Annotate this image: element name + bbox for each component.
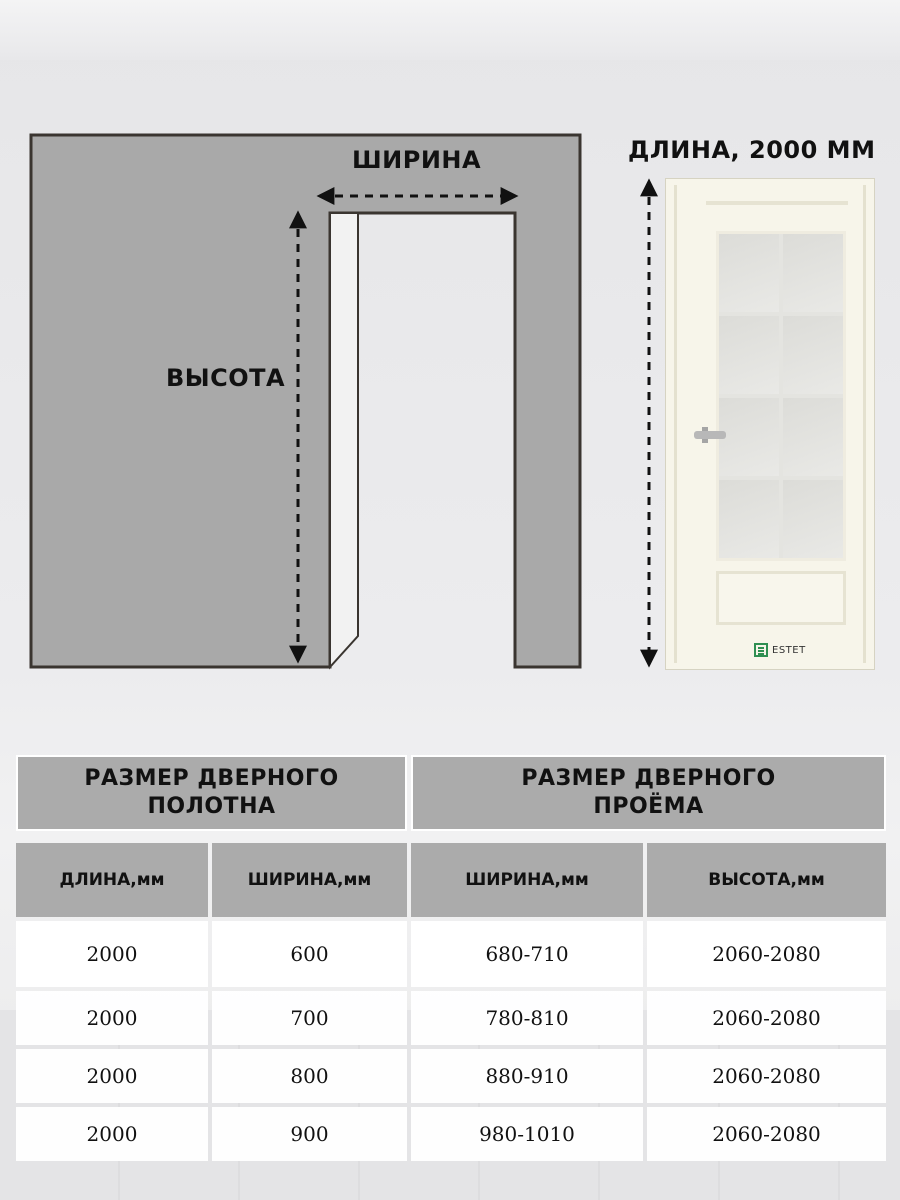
cell-leaf-width: 600 — [212, 921, 407, 987]
cell-opening-height: 2060-2080 — [647, 1107, 886, 1161]
door-glass-grid — [716, 231, 846, 561]
door-leaf-image — [665, 178, 875, 670]
cell-opening-width: 680-710 — [411, 921, 643, 987]
cell-leaf-width: 700 — [212, 991, 407, 1045]
cell-leaf-length: 2000 — [16, 921, 208, 987]
table-row — [16, 921, 886, 987]
door-size-table — [12, 751, 890, 1165]
cell-leaf-width: 900 — [212, 1107, 407, 1161]
door-frame-left — [674, 185, 677, 663]
door-top-rail — [706, 201, 848, 205]
column-header-opening-width: ШИРИНА,мм — [411, 843, 643, 917]
door-handle-icon — [694, 431, 726, 439]
door-frame-right — [863, 185, 866, 663]
table-row — [16, 991, 886, 1045]
cell-opening-height: 2060-2080 — [647, 921, 886, 987]
cell-leaf-width: 800 — [212, 1049, 407, 1103]
cell-opening-height: 2060-2080 — [647, 991, 886, 1045]
column-header-opening-height: ВЫСОТА,мм — [647, 843, 886, 917]
brand-logo-icon — [754, 643, 768, 657]
cell-opening-width: 880-910 — [411, 1049, 643, 1103]
table-group-header-row — [16, 755, 886, 831]
door-lower-panel — [716, 571, 846, 625]
cell-opening-width: 780-810 — [411, 991, 643, 1045]
group-header-door-leaf: РАЗМЕР ДВЕРНОГО ПОЛОТНА — [16, 755, 407, 831]
jamb-depth — [330, 213, 358, 667]
length-label: ДЛИНА, 2000 ММ — [628, 136, 876, 164]
cell-opening-height: 2060-2080 — [647, 1049, 886, 1103]
table-column-header-row — [16, 843, 886, 917]
brand-name: ESTET — [772, 644, 806, 656]
height-label: ВЫСОТА — [166, 364, 286, 392]
table-row — [16, 1049, 886, 1103]
brand-logo — [754, 643, 806, 657]
table-row — [16, 1107, 886, 1161]
cell-leaf-length: 2000 — [16, 991, 208, 1045]
wall-shape — [31, 135, 580, 667]
width-label: ШИРИНА — [352, 146, 482, 174]
column-header-leaf-width: ШИРИНА,мм — [212, 843, 407, 917]
column-header-leaf-length: ДЛИНА,мм — [16, 843, 208, 917]
group-header-door-opening: РАЗМЕР ДВЕРНОГО ПРОЁМА — [411, 755, 886, 831]
cell-leaf-length: 2000 — [16, 1107, 208, 1161]
cell-leaf-length: 2000 — [16, 1049, 208, 1103]
cell-opening-width: 980-1010 — [411, 1107, 643, 1161]
